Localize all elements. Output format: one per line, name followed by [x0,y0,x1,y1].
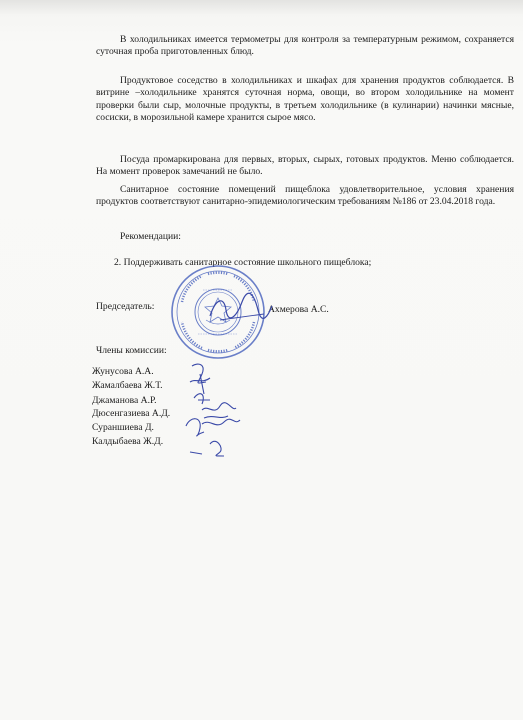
paragraph-text: В холодильниках имеется термометры для контроля за температурным режимом, сохраняется суточная проба приготовленных блюд. [96,34,514,58]
member-name: Жунусова А.А. [92,366,154,377]
scan-shadow [0,0,523,14]
member-name: Калдыбаева Ж.Д. [92,436,164,447]
paragraph-sanitary [96,184,514,209]
chair-signature [206,288,276,328]
chair-label: Председатель: [96,301,155,312]
paragraph-dishes [96,154,514,179]
paragraph-text: Посуда промаркирована для первых, вторых, сырых, готовых продуктов. Меню соблюдается. На момент проверок замечаний не было. [96,154,514,178]
chair-name: Ахмерова А.С. [268,304,329,315]
members-label: Члены комиссии: [96,345,167,356]
member-name: Джаманова А.Р. [92,395,157,406]
recommendation-item: 2. Поддерживать санитарное состояние школьного пищеблока; [114,257,372,268]
paragraph-text: Продуктовое соседство в холодильниках и шкафах для хранения продуктов соблюдается. В витрине –холодильнике хранятся суточная норма, овощи, во втором холодильнике на момент проверки были сыр, молочные продукты, в третьем холодильнике (в кулинарии) начинки мясные, сосиски, в морозильной камере хранится сырое мясо. [96,75,514,124]
paragraph-storage [96,75,514,125]
recommendations-label: Рекомендации: [120,231,181,242]
member-name: Дюсенгазиева А.Д. [92,408,171,419]
paragraph-text: Санитарное состояние помещений пищеблока удовлетворительное, условия хранения продуктов соответствуют санитарно-эпидемиологическим требованиям №186 от 23.04.2018 года. [96,184,514,208]
member-signatures [180,360,250,470]
paragraph-thermometers [96,34,514,59]
member-name: Сураншиева Д. [92,422,154,433]
member-name: Жамалбаева Ж.Т. [92,380,163,391]
